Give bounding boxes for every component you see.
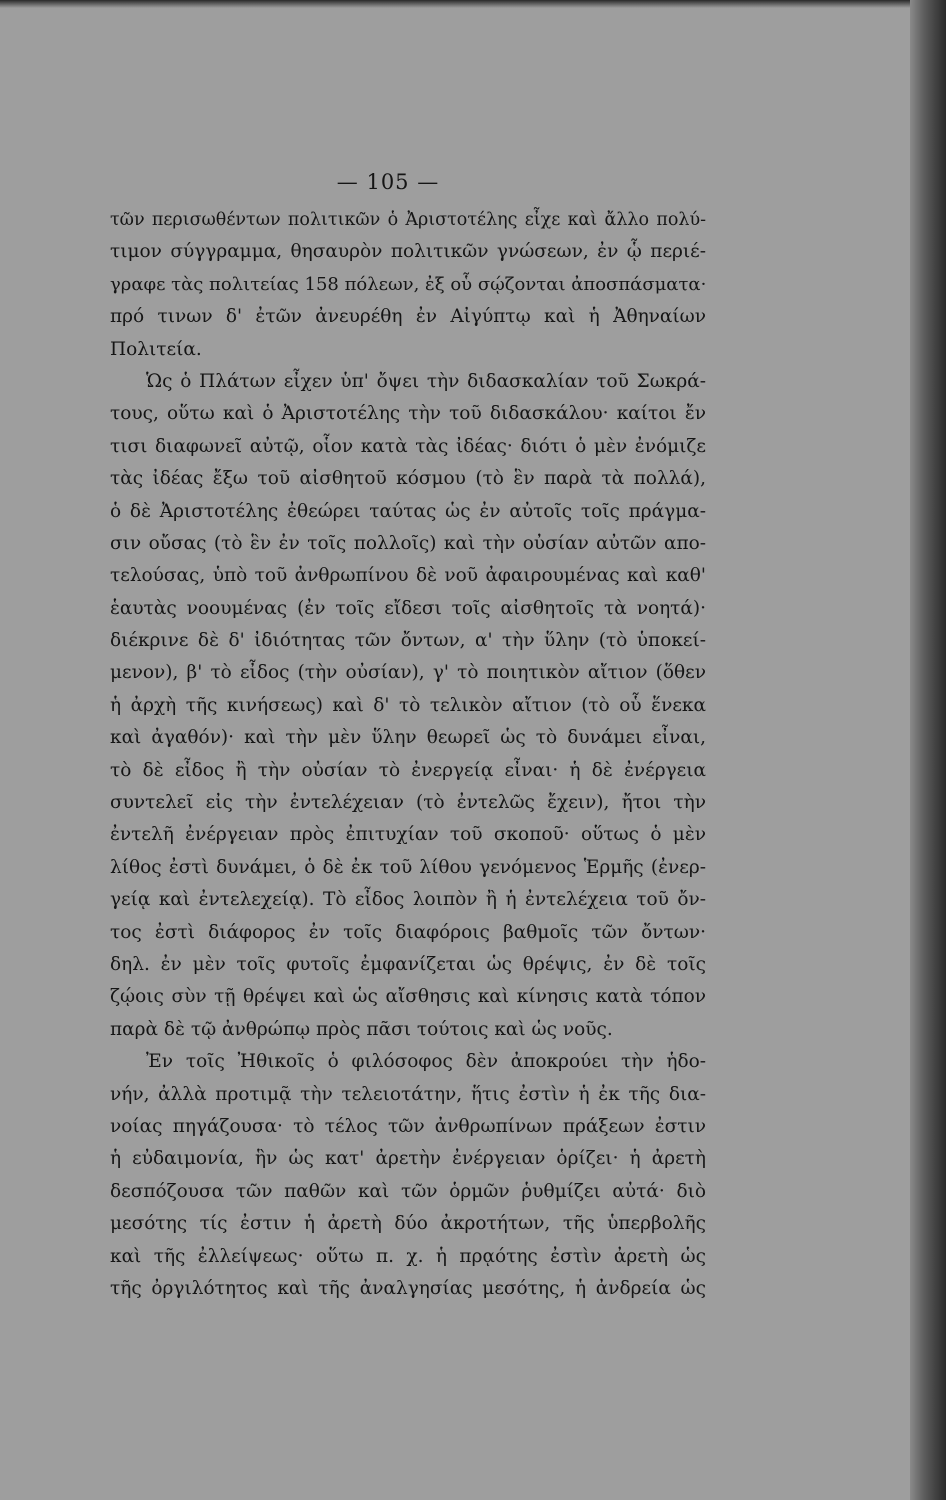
text-line: παρὰ δὲ τῷ ἀνθρώπῳ πρὸς πᾶσι τούτοις καὶ ὡς νοῦς. bbox=[110, 1018, 613, 1040]
text-line: καὶ τῆς ἐλλείψεως· οὕτω π. χ. ἡ πρᾳότης ἐστὶν ἀρετὴ ὡς bbox=[110, 1245, 706, 1267]
text-line: ὁ δὲ Ἀριστοτέλης ἐθεώρει ταύτας ὡς ἐν αὐτοῖς τοῖς πράγμα- bbox=[110, 500, 706, 522]
text-line: τὰς ἰδέας ἔξω τοῦ αἰσθητοῦ κόσμου (τὸ ἓν παρὰ τὰ πολλά), bbox=[110, 468, 706, 490]
text-line: δηλ. ἐν μὲν τοῖς φυτοῖς ἐμφανίζεται ὡς θρέψις, ἐν δὲ τοῖς bbox=[110, 953, 706, 975]
text-line: δεσπόζουσα τῶν παθῶν καὶ τῶν ὁρμῶν ῥυθμίζει αὐτά· διὸ bbox=[110, 1180, 706, 1202]
page-number: — 105 — bbox=[336, 170, 440, 194]
text-line: ἡ ἀρχὴ τῆς κινήσεως) καὶ δ' τὸ τελικὸν αἴτιον (τὸ οὗ ἕνεκα bbox=[110, 694, 706, 716]
text-line: τελούσας, ὑπὸ τοῦ ἀνθρωπίνου δὲ νοῦ ἀφαιρουμένας καὶ καθ' bbox=[110, 565, 706, 587]
text-line: τισι διαφωνεῖ αὐτῷ, οἷον κατὰ τὰς ἰδέας· διότι ὁ μὲν ἐνόμιζε bbox=[110, 435, 706, 457]
text-line: ἑαυτὰς νοουμένας (ἐν τοῖς εἴδεσι τοῖς αἰσθητοῖς τὰ νοητά)· bbox=[110, 597, 706, 619]
body-text bbox=[110, 204, 706, 1305]
text-line: καὶ ἀγαθόν)· καὶ τὴν μὲν ὕλην θεωρεῖ ὡς τὸ δυνάμει εἶναι, bbox=[110, 727, 706, 749]
page-top-edge bbox=[0, 0, 946, 8]
text-line: γείᾳ καὶ ἐντελεχείᾳ). Τὸ εἶδος λοιπὸν ἢ ἡ ἐντελέχεια τοῦ ὄν- bbox=[110, 889, 706, 911]
text-line: νήν, ἀλλὰ προτιμᾷ τὴν τελειοτάτην, ἥτις ἐστὶν ἡ ἐκ τῆς δια- bbox=[110, 1083, 706, 1105]
text-line: ἡ εὐδαιμονία, ἣν ὡς κατ' ἀρετὴν ἐνέργειαν ὁρίζει· ἡ ἀρετὴ bbox=[110, 1148, 706, 1170]
text-line: τιμον σύγγραμμα, θησαυρὸν πολιτικῶν γνώσεων, ἐν ᾧ περιέ- bbox=[110, 241, 706, 263]
text-line: μενον), β' τὸ εἶδος (τὴν οὐσίαν), γ' τὸ ποιητικὸν αἴτιον (ὅθεν bbox=[110, 662, 706, 684]
text-line: Ὡς ὁ Πλάτων εἶχεν ὑπ' ὄψει τὴν διδασκαλίαν τοῦ Σωκρά- bbox=[146, 370, 706, 392]
text-line: τος ἐστὶ διάφορος ἐν τοῖς διαφόροις βαθμοῖς τῶν ὄντων· bbox=[110, 921, 706, 943]
text-line: γραφε τὰς πολιτείας 158 πόλεων, ἐξ οὗ σῴζονται ἀποσπάσματα· bbox=[110, 273, 707, 295]
text-line: λίθος ἐστὶ δυνάμει, ὁ δὲ ἐκ τοῦ λίθου γενόμενος Ἑρμῆς (ἐνερ- bbox=[110, 856, 706, 878]
text-line: ἐντελῆ ἐνέργειαν πρὸς ἐπιτυχίαν τοῦ σκοποῦ· οὕτως ὁ μὲν bbox=[110, 824, 706, 846]
text-line: Ἐν τοῖς Ἠθικοῖς ὁ φιλόσοφος δὲν ἀποκρούει τὴν ἡδο- bbox=[146, 1051, 706, 1073]
text-line: διέκρινε δὲ δ' ἰδιότητας τῶν ὄντων, α' τὴν ὕλην (τὸ ὑποκεί- bbox=[110, 630, 706, 652]
text-line: τους, οὕτω καὶ ὁ Ἀριστοτέλης τὴν τοῦ διδασκάλου· καίτοι ἔν bbox=[110, 403, 706, 425]
text-line: σιν οὔσας (τὸ ἓν ἐν τοῖς πολλοῖς) καὶ τὴν οὐσίαν αὐτῶν απο- bbox=[110, 532, 706, 554]
text-line: συντελεῖ εἰς τὴν ἐντελέχειαν (τὸ ἐντελῶς ἔχειν), ἤτοι τὴν bbox=[110, 792, 706, 814]
text-line: νοίας πηγάζουσα· τὸ τέλος τῶν ἀνθρωπίνων πράξεων ἐστιν bbox=[110, 1115, 706, 1137]
text-line: τῆς ὀργιλότητος καὶ τῆς ἀναλγησίας μεσότης, ἡ ἀνδρεία ὡς bbox=[110, 1277, 706, 1299]
page-binding-shadow bbox=[910, 0, 946, 1500]
text-line: ζῴοις σὺν τῇ θρέψει καὶ ὡς αἴσθησις καὶ κίνησις κατὰ τόπον bbox=[110, 986, 706, 1008]
text-line: τῶν περισωθέντων πολιτικῶν ὁ Ἀριστοτέλης εἶχε καὶ ἄλλο πολύ- bbox=[110, 210, 706, 230]
text-line: Πολιτεία. bbox=[110, 338, 202, 360]
text-line: τὸ δὲ εἶδος ἢ τὴν οὐσίαν τὸ ἐνεργείᾳ εἶναι· ἡ δὲ ἐνέργεια bbox=[110, 759, 706, 781]
text-line: μεσότης τίς ἐστιν ἡ ἀρετὴ δύο ἀκροτήτων, τῆς ὑπερβολῆς bbox=[110, 1213, 706, 1235]
text-line: πρό τινων δ' ἐτῶν ἀνευρέθη ἐν Αἰγύπτῳ καὶ ἡ Ἀθηναίων bbox=[110, 306, 706, 328]
